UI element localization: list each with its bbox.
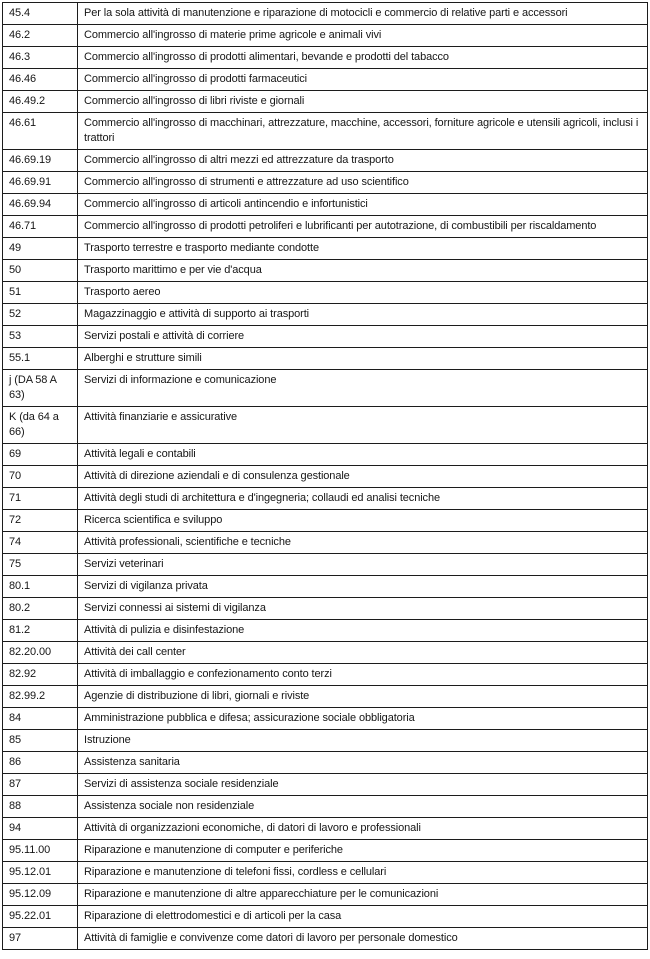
code-cell: 69 xyxy=(3,444,78,466)
table-row xyxy=(3,150,648,172)
code-cell: 75 xyxy=(3,554,78,576)
table-body xyxy=(3,3,648,950)
table-row xyxy=(3,664,648,686)
description-cell: Servizi di vigilanza privata xyxy=(78,576,648,598)
description-cell: Riparazione di elettrodomestici e di articoli per la casa xyxy=(78,906,648,928)
table-row xyxy=(3,752,648,774)
table-row xyxy=(3,3,648,25)
table-row xyxy=(3,928,648,950)
code-cell: 82.92 xyxy=(3,664,78,686)
code-cell: j (DA 58 A 63) xyxy=(3,370,78,407)
description-cell: Per la sola attività di manutenzione e riparazione di motocicli e commercio di relative parti e accessori xyxy=(78,3,648,25)
description-cell: Assistenza sanitaria xyxy=(78,752,648,774)
code-cell: 87 xyxy=(3,774,78,796)
description-cell: Servizi di assistenza sociale residenziale xyxy=(78,774,648,796)
code-cell: 74 xyxy=(3,532,78,554)
description-cell: Magazzinaggio e attività di supporto ai trasporti xyxy=(78,304,648,326)
description-cell: Attività di famiglie e convivenze come datori di lavoro per personale domestico xyxy=(78,928,648,950)
table-row xyxy=(3,554,648,576)
description-cell: Attività di direzione aziendali e di consulenza gestionale xyxy=(78,466,648,488)
description-cell: Attività professionali, scientifiche e tecniche xyxy=(78,532,648,554)
table-row xyxy=(3,642,648,664)
code-cell: 82.99.2 xyxy=(3,686,78,708)
code-cell: 80.2 xyxy=(3,598,78,620)
description-cell: Trasporto terrestre e trasporto mediante condotte xyxy=(78,238,648,260)
code-cell: 95.12.09 xyxy=(3,884,78,906)
code-cell: 50 xyxy=(3,260,78,282)
description-cell: Riparazione e manutenzione di computer e periferiche xyxy=(78,840,648,862)
description-cell: Attività degli studi di architettura e d'ingegneria; collaudi ed analisi tecniche xyxy=(78,488,648,510)
table-row xyxy=(3,510,648,532)
code-cell: 71 xyxy=(3,488,78,510)
code-cell: 94 xyxy=(3,818,78,840)
description-cell: Attività di pulizia e disinfestazione xyxy=(78,620,648,642)
table-row xyxy=(3,906,648,928)
table-row xyxy=(3,686,648,708)
table-row xyxy=(3,348,648,370)
code-cell: 46.61 xyxy=(3,113,78,150)
description-cell: Servizi di informazione e comunicazione xyxy=(78,370,648,407)
code-cell: 52 xyxy=(3,304,78,326)
description-cell: Trasporto aereo xyxy=(78,282,648,304)
description-cell: Ricerca scientifica e sviluppo xyxy=(78,510,648,532)
table-row xyxy=(3,238,648,260)
description-cell: Commercio all'ingrosso di strumenti e attrezzature ad uso scientifico xyxy=(78,172,648,194)
code-cell: 84 xyxy=(3,708,78,730)
table-row xyxy=(3,796,648,818)
code-cell: 86 xyxy=(3,752,78,774)
table-row xyxy=(3,47,648,69)
description-cell: Servizi postali e attività di corriere xyxy=(78,326,648,348)
code-cell: 46.69.91 xyxy=(3,172,78,194)
code-cell: 45.4 xyxy=(3,3,78,25)
code-cell: 80.1 xyxy=(3,576,78,598)
description-cell: Attività di imballaggio e confezionamento conto terzi xyxy=(78,664,648,686)
table-row xyxy=(3,862,648,884)
table-row xyxy=(3,326,648,348)
code-cell: 72 xyxy=(3,510,78,532)
table-row xyxy=(3,598,648,620)
description-cell: Amministrazione pubblica e difesa; assicurazione sociale obbligatoria xyxy=(78,708,648,730)
description-cell: Commercio all'ingrosso di articoli antincendio e infortunistici xyxy=(78,194,648,216)
code-cell: 95.12.01 xyxy=(3,862,78,884)
table-row xyxy=(3,194,648,216)
table-row xyxy=(3,466,648,488)
description-cell: Riparazione e manutenzione di altre apparecchiature per le comunicazioni xyxy=(78,884,648,906)
table-row xyxy=(3,304,648,326)
description-cell: Commercio all'ingrosso di prodotti petroliferi e lubrificanti per autotrazione, di combustibili per riscaldamento xyxy=(78,216,648,238)
code-cell: 95.11.00 xyxy=(3,840,78,862)
code-cell: 51 xyxy=(3,282,78,304)
code-cell: 46.46 xyxy=(3,69,78,91)
code-cell: 46.49.2 xyxy=(3,91,78,113)
table-row xyxy=(3,884,648,906)
description-cell: Attività legali e contabili xyxy=(78,444,648,466)
table-row xyxy=(3,576,648,598)
description-cell: Commercio all'ingrosso di materie prime agricole e animali vivi xyxy=(78,25,648,47)
table-row xyxy=(3,282,648,304)
description-cell: Agenzie di distribuzione di libri, giornali e riviste xyxy=(78,686,648,708)
description-cell: Alberghi e strutture simili xyxy=(78,348,648,370)
code-cell: 46.3 xyxy=(3,47,78,69)
description-cell: Assistenza sociale non residenziale xyxy=(78,796,648,818)
description-cell: Riparazione e manutenzione di telefoni fissi, cordless e cellulari xyxy=(78,862,648,884)
table-row xyxy=(3,532,648,554)
description-cell: Commercio all'ingrosso di prodotti alimentari, bevande e prodotti del tabacco xyxy=(78,47,648,69)
table-row xyxy=(3,774,648,796)
code-cell: 82.20.00 xyxy=(3,642,78,664)
description-cell: Istruzione xyxy=(78,730,648,752)
code-cell: 46.71 xyxy=(3,216,78,238)
code-cell: 55.1 xyxy=(3,348,78,370)
description-cell: Servizi veterinari xyxy=(78,554,648,576)
code-cell: 95.22.01 xyxy=(3,906,78,928)
description-cell: Attività dei call center xyxy=(78,642,648,664)
table-row xyxy=(3,69,648,91)
code-cell: 46.2 xyxy=(3,25,78,47)
table-row xyxy=(3,25,648,47)
code-cell: 46.69.19 xyxy=(3,150,78,172)
code-cell: 81.2 xyxy=(3,620,78,642)
table-row xyxy=(3,620,648,642)
table-row xyxy=(3,444,648,466)
ateco-codes-table xyxy=(2,2,648,950)
table-row xyxy=(3,730,648,752)
code-cell: K (da 64 a 66) xyxy=(3,407,78,444)
description-cell: Attività finanziarie e assicurative xyxy=(78,407,648,444)
table-row xyxy=(3,818,648,840)
code-cell: 97 xyxy=(3,928,78,950)
table-row xyxy=(3,216,648,238)
code-cell: 88 xyxy=(3,796,78,818)
table-row xyxy=(3,407,648,444)
description-cell: Attività di organizzazioni economiche, di datori di lavoro e professionali xyxy=(78,818,648,840)
code-cell: 46.69.94 xyxy=(3,194,78,216)
table-row xyxy=(3,488,648,510)
code-cell: 53 xyxy=(3,326,78,348)
description-cell: Commercio all'ingrosso di prodotti farmaceutici xyxy=(78,69,648,91)
code-cell: 85 xyxy=(3,730,78,752)
description-cell: Commercio all'ingrosso di altri mezzi ed attrezzature da trasporto xyxy=(78,150,648,172)
table-row xyxy=(3,840,648,862)
code-cell: 49 xyxy=(3,238,78,260)
code-cell: 70 xyxy=(3,466,78,488)
description-cell: Trasporto marittimo e per vie d'acqua xyxy=(78,260,648,282)
description-cell: Servizi connessi ai sistemi di vigilanza xyxy=(78,598,648,620)
table-row xyxy=(3,260,648,282)
table-row xyxy=(3,370,648,407)
table-row xyxy=(3,91,648,113)
table-row xyxy=(3,708,648,730)
table-row xyxy=(3,113,648,150)
table-row xyxy=(3,172,648,194)
description-cell: Commercio all'ingrosso di libri riviste e giornali xyxy=(78,91,648,113)
description-cell: Commercio all'ingrosso di macchinari, attrezzature, macchine, accessori, forniture agricole e utensili agricoli, inclusi i trattori xyxy=(78,113,648,150)
